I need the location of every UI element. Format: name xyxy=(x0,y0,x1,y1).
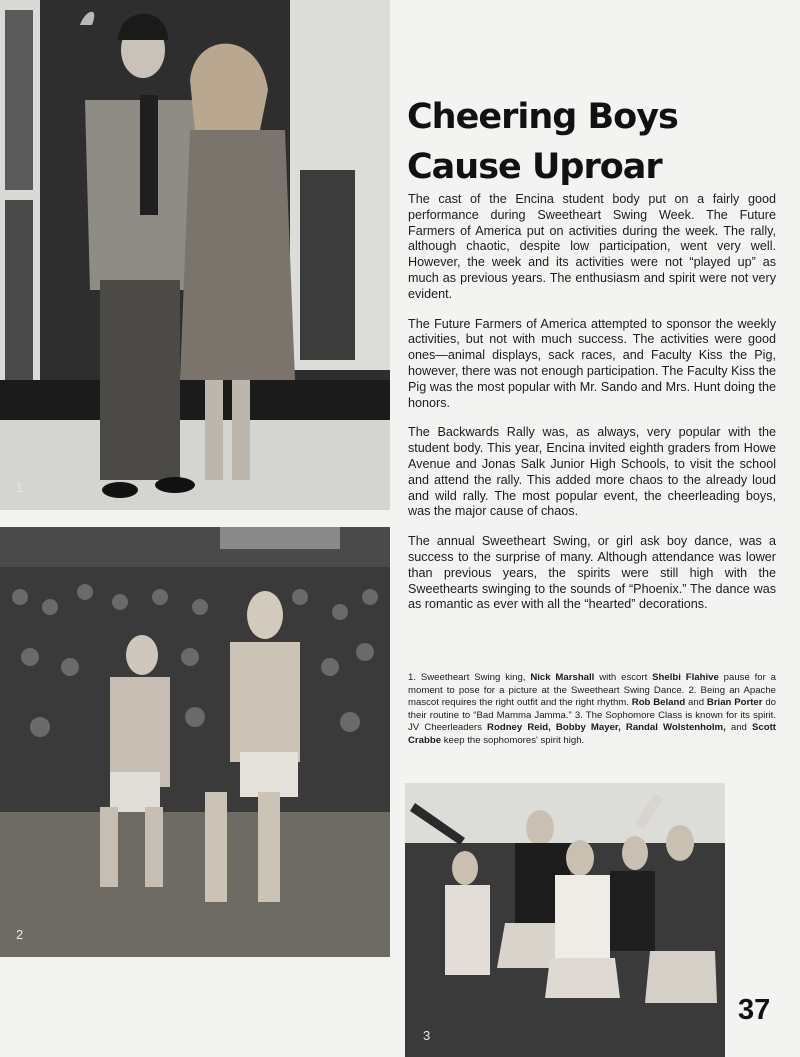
cheerleaders-photo-illustration xyxy=(405,783,725,1057)
photo-mascot-routine xyxy=(0,527,390,957)
caption-name: Rodney Reid, Bobby Mayer, Randal Wolstenholm, xyxy=(487,722,726,734)
caption-text: keep the sophomores' spirit high. xyxy=(441,734,585,746)
headline-line-2: Cause Uproar xyxy=(407,147,662,187)
article-paragraph-3: The Backwards Rally was, as always, very popular with the student body. This year, Encina invited eighth graders from Howe Avenue and Jonas Salk Junior High Schools, to visit the school and attend the rally. This added more chaos to the already loud and wild rally. The most popular event, the cheerleading boys, was the major cause of chaos. xyxy=(408,425,776,519)
mascot-photo-illustration xyxy=(0,527,390,957)
couple-photo-illustration xyxy=(0,0,390,510)
caption-name: Nick Marshall xyxy=(530,672,595,683)
article-paragraph-2: The Future Farmers of America attempted to sponsor the weekly activities, but not with much success. The activities were good ones—animal displays, sack races, and Faculty Kiss the Pig, however, there was not enough participation. The Faculty Kiss the Pig was the most popular with Mr. Sando and Mrs. Hunt doing the honors. xyxy=(408,316,776,410)
caption-text: and xyxy=(725,722,752,734)
caption-text: do their routine to “Bad Mamma Jamma.” 3. The Sophomore Class is known for its spirit. JV Cheerleaders xyxy=(408,697,776,734)
photo-number-2: 2 xyxy=(16,927,24,942)
photo-number-3: 3 xyxy=(423,1028,431,1043)
article-paragraph-4: The annual Sweetheart Swing, or girl ask boy dance, was a success to the surprise of many. Although attendance was lower than previous years, the spirits were still high with the Sweethearts swinging to the sounds of “Phoenix.” The dance was as romantic as ever with all the “hearted” decorations. xyxy=(408,534,776,612)
caption-name: Brian Porter xyxy=(706,697,763,709)
photo-sweetheart-couple xyxy=(0,0,390,510)
caption-name: Rob Beland xyxy=(631,697,686,709)
page-number: 37 xyxy=(738,994,771,1026)
headline-line-1: Cheering Boys xyxy=(407,97,678,137)
caption-text: pause for a moment to pose for a picture at the Sweetheart Swing Dance. 2. Being an Apache mascot requires the right outfit and the right rhythm. xyxy=(408,672,777,709)
caption-text: with escort xyxy=(594,672,653,683)
caption-text: 1. Sweetheart Swing king, xyxy=(408,672,531,683)
caption-name: Scott Crabbe xyxy=(408,722,776,746)
article-body xyxy=(408,192,776,627)
article-paragraph-1: The cast of the Encina student body put on a fairly good performance during Sweetheart Swing Week. The Future Farmers of America put on activities during the week. The rally, although chaotic, despite low participation, went very well. However, the week and its activities were not “played up” as much as previous years. The enthusiasm and spirit were not very evident. xyxy=(408,192,776,301)
photo-captions xyxy=(408,672,776,748)
photo-number-1: 1 xyxy=(16,480,24,495)
caption-name: Shelbi Flahive xyxy=(652,672,719,683)
photo-jv-cheerleaders xyxy=(405,783,725,1057)
article-headline xyxy=(407,92,777,192)
caption-text: and xyxy=(685,697,707,709)
